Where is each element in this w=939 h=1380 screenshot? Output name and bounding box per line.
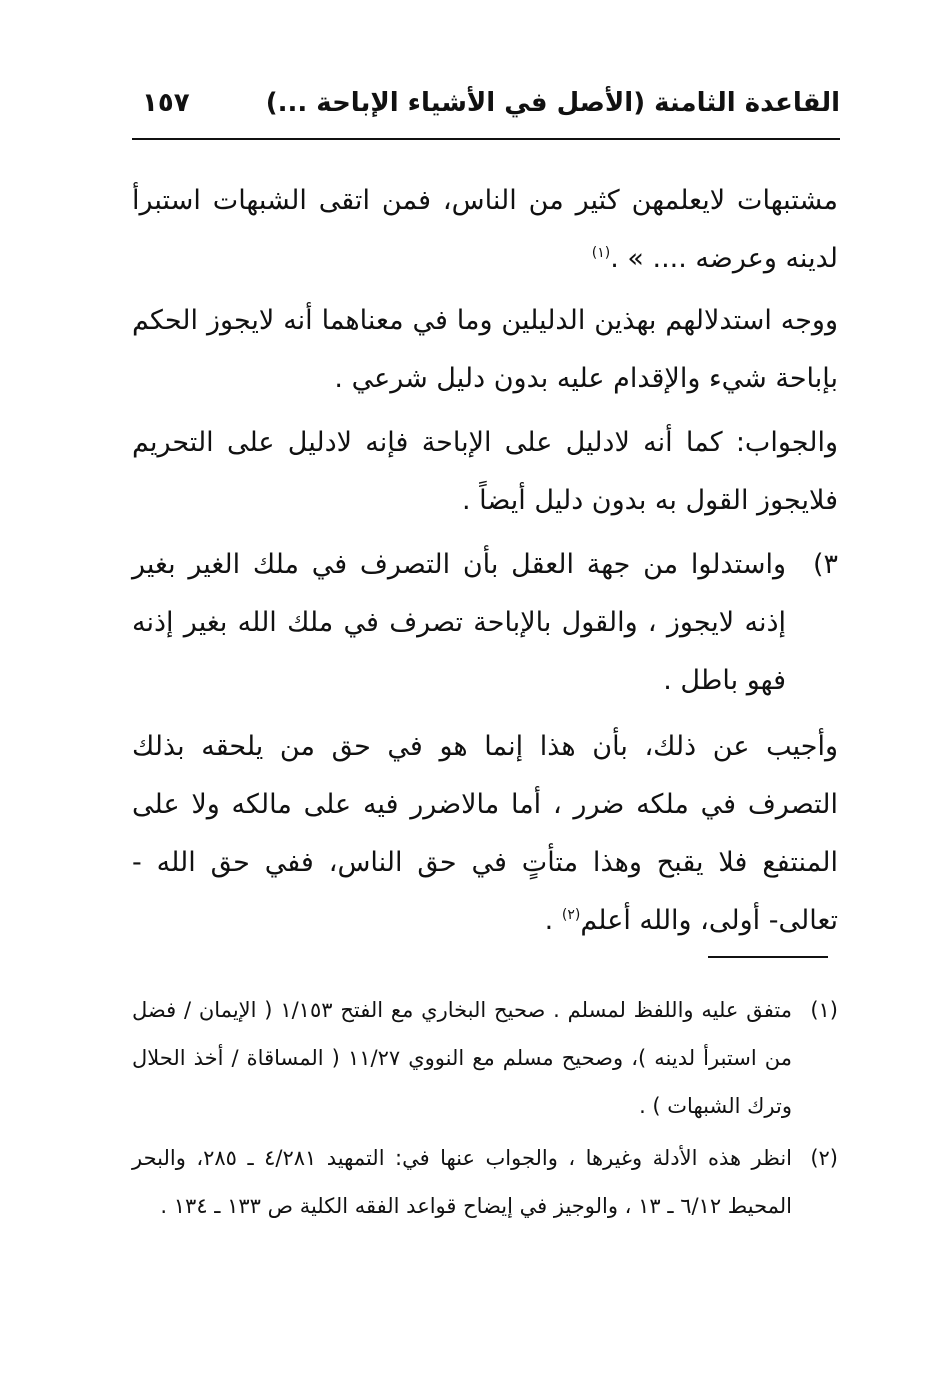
running-header xyxy=(132,84,840,134)
footnote-number: (٢) xyxy=(810,1146,838,1170)
footnotes xyxy=(132,986,838,1234)
footnote-2 xyxy=(132,1134,838,1230)
footnote-text: متفق عليه واللفظ لمسلم . صحيح البخاري مع الفتح ١/١٥٣ ( الإيمان / فضل من استبرأ لدينه )، وصحيح مسلم مع النووي ١١/٢٧ ( المساقاة / أخذ الحلال وترك الشبهات ) . xyxy=(132,998,793,1118)
page-number: ١٥٧ xyxy=(142,88,190,118)
paragraph-4 xyxy=(132,718,838,950)
paragraph-4-end: . xyxy=(544,905,562,936)
header-divider xyxy=(132,138,840,140)
list-item-3 xyxy=(132,536,838,710)
footnote-ref-1: (١) xyxy=(591,245,611,261)
paragraph-1-text: مشتبهات لايعلمهن كثير من الناس، فمن اتقى الشبهات استبرأ لدينه وعرضه .... » . xyxy=(132,185,838,274)
paragraph-3: والجواب: كما أنه لادليل على الإباحة فإنه لادليل على التحريم فلايجوز القول به بدون دليل أيضاً . xyxy=(132,427,838,516)
footnote-number: (١) xyxy=(810,998,838,1022)
list-item-number: ٣) xyxy=(812,549,838,580)
paragraph-4-text: وأجيب عن ذلك، بأن هذا إنما هو في حق من يلحقه بذلك التصرف في ملكه ضرر ، أما مالاضرر فيه على مالكه ولا على المنتفع فلا يقبح وهذا متأتٍ في حق الناس، ففي حق الله - تعالى- أولى، والله أعلم xyxy=(132,731,838,936)
footnote-divider xyxy=(708,956,828,958)
footnote-ref-2: (٢) xyxy=(561,907,581,923)
paragraph-2: ووجه استدلالهم بهذين الدليلين وما في معناهما أنه لايجوز الحكم بإباحة شيء والإقدام عليه بدون دليل شرعي . xyxy=(132,305,838,394)
list-item-text: واستدلوا من جهة العقل بأن التصرف في ملك الغير بغير إذنه لايجوز ، والقول بالإباحة تصرف في ملك الله بغير إذنه فهو باطل . xyxy=(132,549,786,696)
main-text xyxy=(132,172,838,956)
footnote-1 xyxy=(132,986,838,1130)
chapter-title: القاعدة الثامنة (الأصل في الأشياء الإباحة ...) xyxy=(265,88,840,118)
paragraph-1 xyxy=(132,172,838,288)
footnote-text: انظر هذه الأدلة وغيرها ، والجواب عنها في: التمهيد ٤/٢٨١ ـ ٢٨٥، والبحر المحيط ٦/١٢ ـ ١٣ ، والوجيز في إيضاح قواعد الفقه الكلية ص ١٣٣ ـ ١٣٤ . xyxy=(132,1146,793,1218)
